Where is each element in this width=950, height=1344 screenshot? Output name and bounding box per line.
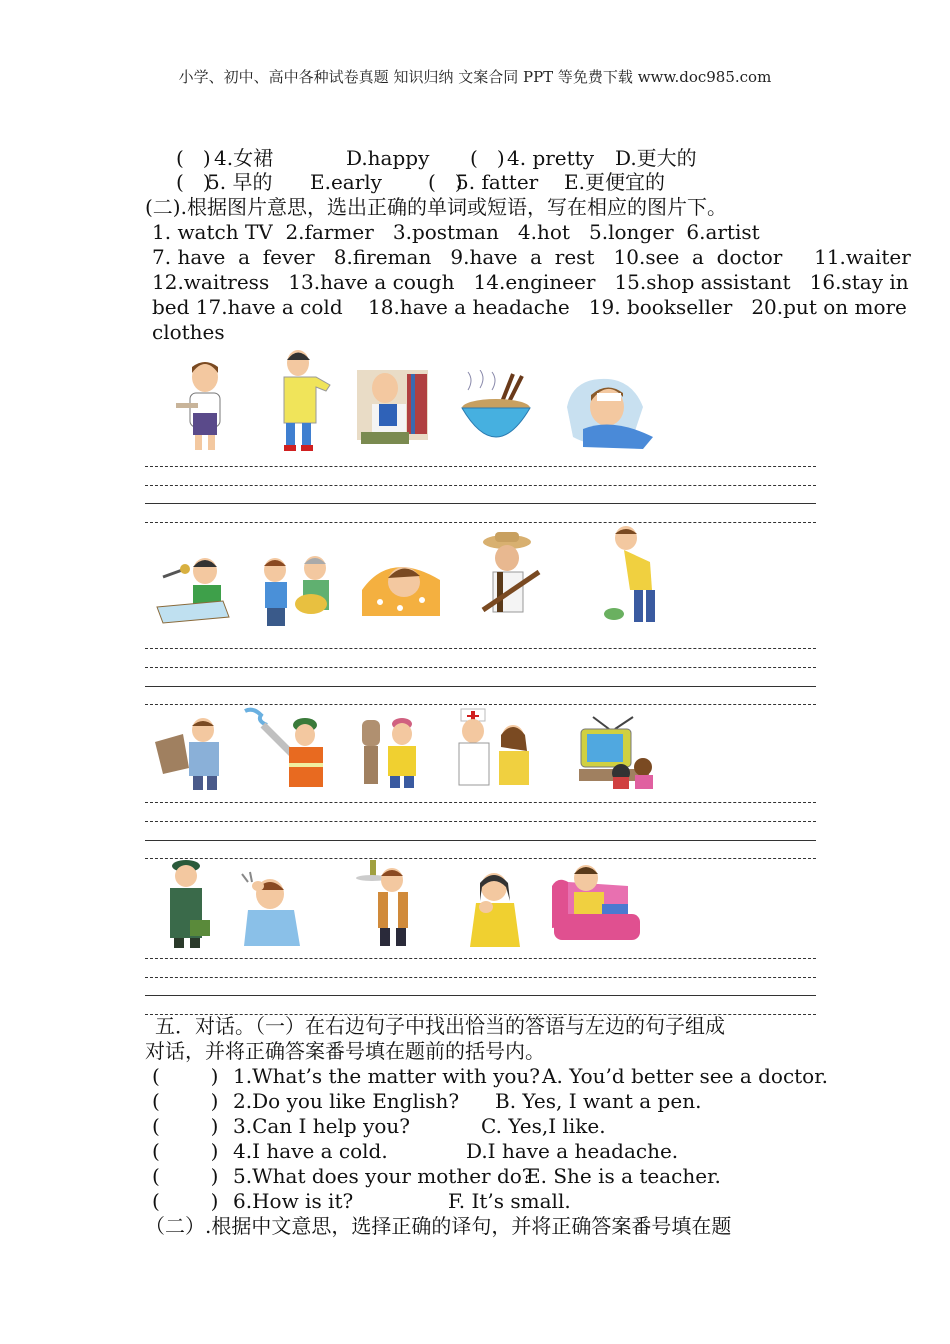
match-item: 4. pretty — [507, 146, 595, 170]
fireman-picture — [243, 705, 331, 793]
dialog-question: 5.What does your mother do? — [233, 1164, 533, 1188]
dialog-answer: F. It’s small. — [448, 1189, 571, 1213]
match-option: E.early — [310, 170, 382, 194]
word-bank-line: 1. watch TV 2.farmer 3.postman 4.hot 5.longer 6.artist — [152, 220, 760, 244]
dialog-answer: C. Yes,I like. — [481, 1114, 606, 1138]
doctor-picture — [455, 707, 535, 789]
answer-paren[interactable]: ( ) — [152, 1089, 219, 1113]
match-paren[interactable]: ( ) — [428, 170, 463, 194]
bookseller-picture — [355, 360, 430, 450]
dialog-answer: D.I have a headache. — [466, 1139, 679, 1163]
watch-tv-picture — [575, 715, 665, 790]
sick-boy-picture — [600, 522, 670, 630]
dialog-question: 3.Can I help you? — [233, 1114, 411, 1138]
match-paren[interactable]: ( ) — [470, 146, 505, 170]
answer-paren[interactable]: ( ) — [152, 1064, 219, 1088]
headache-picture — [238, 870, 308, 948]
answer-paren[interactable]: ( ) — [152, 1164, 219, 1188]
dialog-question: 2.Do you like English? — [233, 1089, 460, 1113]
rest-on-sofa-picture — [548, 856, 643, 944]
word-bank-line: clothes — [152, 320, 225, 344]
dialog-question: 6.How is it? — [233, 1189, 354, 1213]
dialog-answer: E. She is a teacher. — [526, 1164, 721, 1188]
long-sweater-picture — [268, 345, 333, 455]
match-paren[interactable]: ( ) — [176, 170, 211, 194]
match-item: 4.女裙 — [214, 146, 274, 170]
match-option: E.更便宜的 — [564, 170, 665, 194]
dialog-question: 1.What’s the matter with you? — [233, 1064, 541, 1088]
engineer-picture — [153, 547, 233, 627]
hot-noodles-picture — [458, 370, 538, 450]
answer-paren[interactable]: ( ) — [152, 1189, 219, 1213]
match-paren[interactable]: ( ) — [176, 146, 211, 170]
match-item: 5. 早的 — [207, 170, 273, 194]
shop-assistant-picture — [255, 550, 340, 628]
match-option: D.happy — [346, 146, 430, 170]
word-bank-line: bed 17.have a cold 18.have a headache 19. bookseller 20.put on more — [152, 295, 907, 319]
fever-in-bed-picture — [563, 367, 658, 452]
match-item: 5. fatter — [456, 170, 539, 194]
waitress-picture — [170, 355, 240, 455]
put-on-clothes-picture — [153, 712, 228, 792]
rest-in-bed-picture — [360, 550, 445, 620]
match-option: D.更大的 — [615, 146, 697, 170]
word-bank-line: 7. have a fever 8.fireman 9.have a rest 10.see a doctor 11.waiter — [152, 245, 911, 269]
word-bank-line: 12.waitress 13.have a cough 14.engineer 15.shop assistant 16.stay in — [152, 270, 909, 294]
page-header: 小学、初中、高中各种试卷真题 知识归纳 文案合同 PPT 等免费下载 www.doc985.com — [178, 68, 772, 86]
artist-picture — [360, 710, 420, 790]
dialog-answer: B. Yes, I want a pen. — [495, 1089, 702, 1113]
section-title: （二）.根据中文意思，选择正确的译句，并将正确答案番号填在题 — [145, 1214, 732, 1238]
section-title: 五．对话。（一）在右边句子中找出恰当的答语与左边的句子组成 — [155, 1014, 725, 1038]
dialog-question: 4.I have a cold. — [233, 1139, 388, 1163]
cough-picture — [462, 867, 528, 949]
postman-picture — [160, 858, 215, 950]
farmer-picture — [473, 530, 548, 620]
section-title: (二).根据图片意思，选出正确的单词或短语，写在相应的图片下。 — [145, 195, 727, 219]
answer-paren[interactable]: ( ) — [152, 1139, 219, 1163]
section-title: 对话，并将正确答案番号填在题前的括号内。 — [145, 1039, 545, 1063]
waiter-picture — [352, 860, 414, 948]
answer-paren[interactable]: ( ) — [152, 1114, 219, 1138]
dialog-answer: A. You’d better see a doctor. — [542, 1064, 828, 1088]
